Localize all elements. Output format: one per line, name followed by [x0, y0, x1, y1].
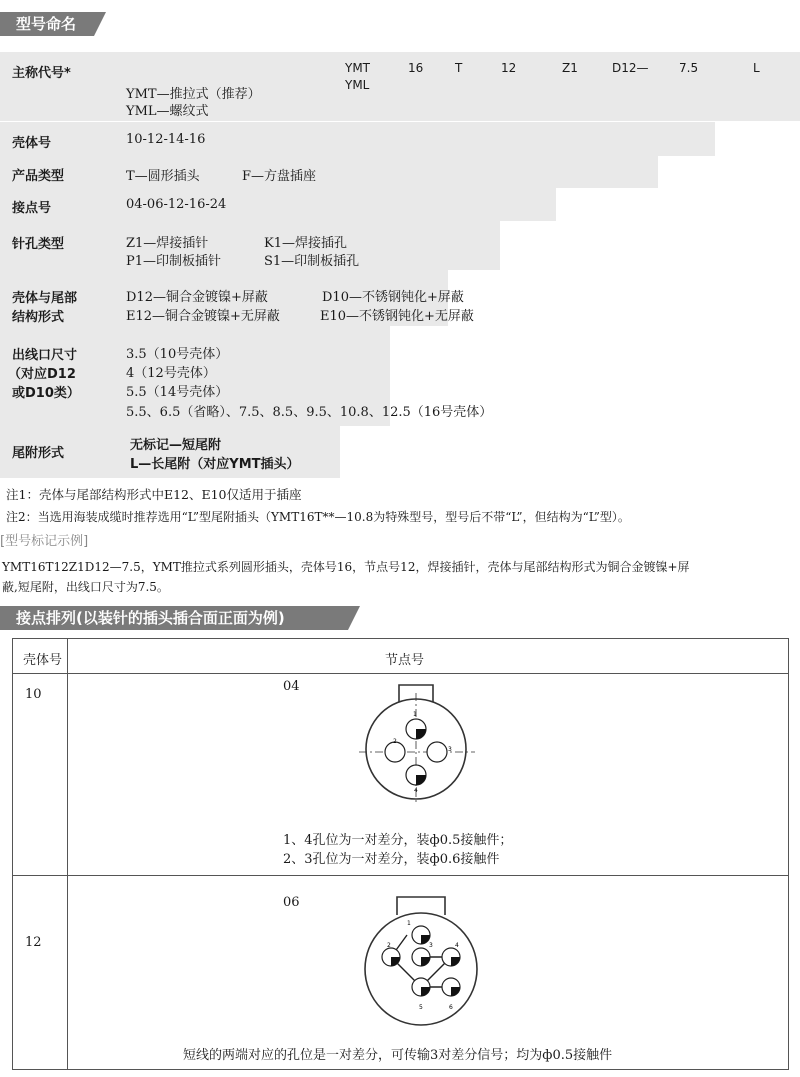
- band-shell: [0, 122, 715, 156]
- option-ymt: YMT—推拉式（推荐）: [126, 87, 261, 102]
- row-10-node: 04: [283, 679, 300, 694]
- code-ymt: YMT: [345, 61, 371, 75]
- band-contact-count: [0, 188, 556, 221]
- code-contacts: 12: [501, 61, 517, 75]
- label-pin-type: 针孔类型: [12, 237, 65, 252]
- label-outlet-3: 或D10类）: [12, 386, 80, 401]
- pin-label-4: 4: [414, 787, 418, 794]
- note-1: 注1：壳体与尾部结构形式中E12、E10仅适用于插座: [6, 487, 302, 502]
- value-pin-p1: P1—印制板插针: [126, 254, 222, 269]
- label-outlet-1: 出线口尺寸: [12, 348, 78, 363]
- value-shell-tail-d10: D10—不锈钢钝化+屏蔽: [322, 290, 464, 305]
- label-product-type: 产品类型: [12, 169, 65, 184]
- value-outlet-16: 5.5、6.5（省略）、7.5、8.5、9.5、10.8、12.5（16号壳体）: [126, 405, 493, 420]
- pin-label-2: 2: [393, 738, 397, 745]
- value-product-type-f: F—方盘插座: [242, 169, 317, 184]
- connector-diagram-04: [351, 679, 481, 809]
- pin-label-1: 1: [413, 711, 417, 718]
- value-outlet-14: 5.5（14号壳体）: [126, 385, 229, 400]
- code-yml: YML: [345, 78, 370, 92]
- note-2: 注2：当选用海装成缆时推荐选用“L”型尾附插头（YMT16T**—10.8为特殊型号，型号后不带“L”，但结构为“L”型）。: [6, 510, 630, 524]
- code-type: T: [455, 61, 463, 75]
- row-10-desc-1: 1、4孔位为一对差分，装ф0.5接触件；: [283, 833, 513, 848]
- value-shell-tail-e10: E10—不锈钢钝化+无屏蔽: [320, 309, 474, 324]
- row-10-desc-2: 2、3孔位为一对差分，装ф0.6接触件: [283, 852, 500, 867]
- value-pin-k1: K1—焊接插孔: [264, 236, 347, 251]
- section-header-model-naming: 型号命名: [0, 12, 94, 36]
- pin-label-6: 6: [449, 1004, 453, 1011]
- value-shell: 10-12-14-16: [126, 132, 206, 147]
- value-outlet-10: 3.5（10号壳体）: [126, 347, 229, 362]
- separator-lines: [0, 121, 800, 122]
- table-row-divider: [13, 875, 788, 876]
- value-shell-tail-d12: D12—铜合金镀镍+屏蔽: [126, 290, 268, 305]
- label-tail: 尾附形式: [12, 446, 65, 461]
- row-12-shell: 12: [25, 935, 42, 950]
- code-pin: Z1: [562, 61, 578, 75]
- section-header-contact-arrangement: 接点排列(以装针的插头插合面正面为例): [0, 606, 348, 630]
- value-pin-z1: Z1—焊接插针: [126, 236, 209, 251]
- band-pin-type: [0, 221, 500, 270]
- code-shell-tail: D12—: [612, 61, 649, 75]
- header-shell: 壳体号: [23, 653, 63, 668]
- label-contact-count: 接点号: [12, 201, 52, 216]
- table-column-divider: [67, 639, 68, 1069]
- pin-label-4: 4: [455, 942, 459, 949]
- pin-label-3: 3: [429, 942, 433, 949]
- pin-label-2: 2: [387, 942, 391, 949]
- value-shell-tail-e12: E12—铜合金镀镍+无屏蔽: [126, 309, 280, 324]
- code-tail: L: [753, 61, 760, 75]
- row-10-shell: 10: [25, 687, 42, 702]
- example-line-2: 蔽,短尾附，出线口尺寸为7.5。: [2, 580, 169, 594]
- pin-label-5: 5: [419, 1004, 423, 1011]
- label-shell-tail-1: 壳体与尾部: [12, 291, 78, 306]
- label-shell: 壳体号: [12, 136, 52, 151]
- value-contact-count: 04-06-12-16-24: [126, 197, 227, 212]
- pin-label-1: 1: [407, 920, 411, 927]
- option-yml: YML—螺纹式: [126, 104, 209, 119]
- table-header-divider: [13, 673, 788, 674]
- value-tail-short: 无标记—短尾附: [130, 438, 222, 453]
- label-shell-tail-2: 结构形式: [12, 310, 65, 325]
- connector-diagram-06: [349, 889, 493, 1029]
- row-12-node: 06: [283, 895, 300, 910]
- example-title: [型号标记示例]: [0, 534, 89, 549]
- contact-arrangement-table: [12, 638, 789, 1070]
- value-product-type-t: T—圆形插头: [126, 169, 200, 184]
- code-shell: 16: [408, 61, 424, 75]
- example-line-1: YMT16T12Z1D12—7.5，YMT推拉式系列圆形插头，壳体号16，节点号12，焊接插针，壳体与尾部结构形式为铜合金镀镍+屏: [2, 560, 690, 574]
- band-product-type: [0, 156, 658, 188]
- pin-label-3: 3: [448, 746, 452, 753]
- value-outlet-12: 4（12号壳体）: [126, 366, 216, 381]
- header-node: 节点号: [385, 653, 425, 668]
- row-12-desc: 短线的两端对应的孔位是一对差分，可传输3对差分信号；均为ф0.5接触件: [183, 1048, 613, 1063]
- value-pin-s1: S1—印制板插孔: [264, 254, 360, 269]
- code-outlet: 7.5: [679, 61, 699, 75]
- value-tail-long: L—长尾附（对应YMT插头）: [130, 457, 300, 472]
- label-outlet-2: （对应D12: [8, 367, 76, 382]
- label-main-code: 主称代号*: [12, 66, 71, 81]
